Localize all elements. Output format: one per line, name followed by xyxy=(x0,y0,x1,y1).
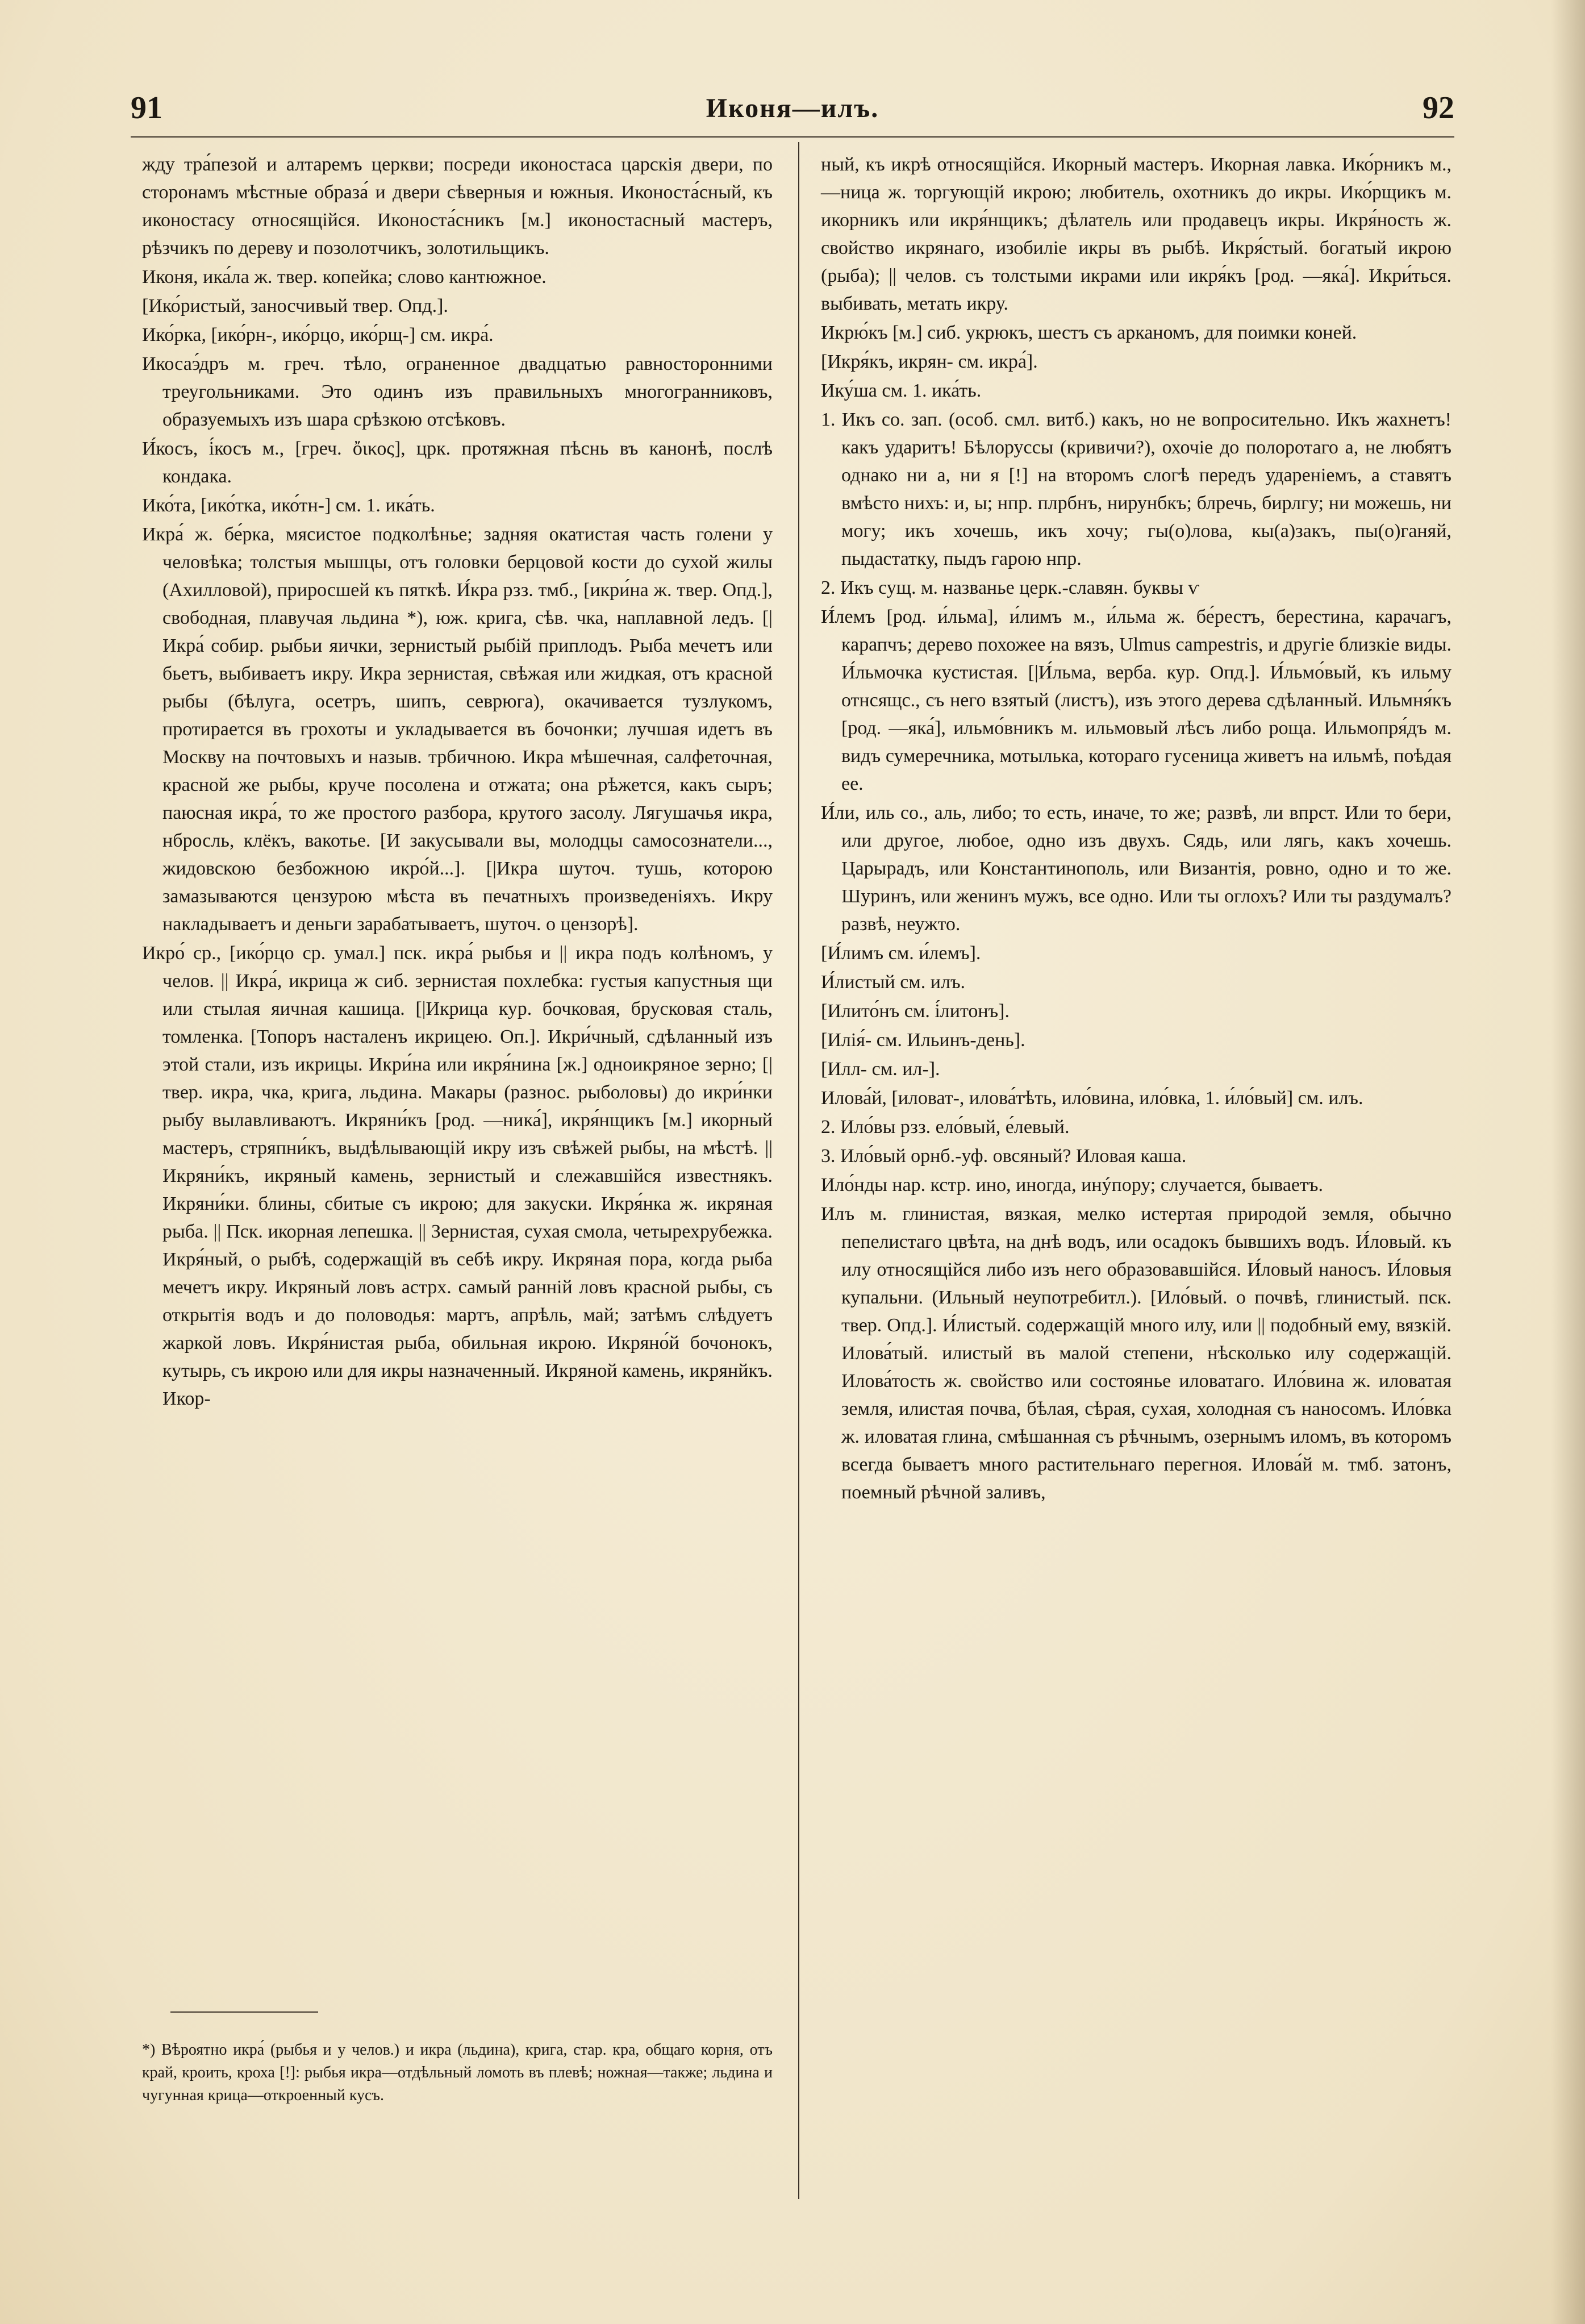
running-title: Иконя—илъ. xyxy=(706,93,879,123)
entry: [Ико́ристый, заносчивый твер. Опд.]. xyxy=(142,295,448,316)
entry: Иконя, ика́ла ж. твер. копейка; слово кантюжное. xyxy=(142,266,547,288)
entry: Икрю́къ [м.] сиб. укрюкъ, шестъ съ арканомъ, для поимки коней. xyxy=(821,322,1357,343)
entry: [Икря́къ, икрян- см. икра́]. xyxy=(821,351,1038,372)
header-rule xyxy=(131,136,1454,138)
entry: 1. Икъ со. зап. (особ. смл. витб.) какъ, но не вопросительно. Икъ жахнетъ! какъ ударитъ! Бѣлоруссы (кривичи?), охочіе до полоротаго а, не любятъ однако ни а, ни я [!] на второмъ слогѣ передъ удареніемъ, а ставятъ вмѣсто нихъ: и, ы; нпр. плрбнъ, нирунбкъ; блречь, бирлгу; ни можешь, ни могу; икъ хочешь, икъ хочу; гы(о)лова, кы(а)закъ, пы(о)ганяй, пыдастатку, пыдъ гарою нпр. xyxy=(821,409,1451,569)
footnote: *) Вѣроятно икра́ (рыбья и у челов.) и икра (льдина), крига, стар. кра, общаго корня, отъ край, кроить, кроха [!]: рыбья икра—отдѣльный ломоть въ плевѣ; ножная—также; льдина и чугунная крица—откроенный кусъ. xyxy=(142,2041,773,2104)
entry: Икро́ ср., [ико́рцо ср. умал.] пск. икра́ рыбья и || икра подъ колѣномъ, у челов. || Икра́, икрица ж сиб. зернистая похлебка: густыя капустныя щи или стылая яичная кашица. [|Икрица кур. бочковая, брусковая сталь, томленка. [Топоръ насталенъ икрицею. Оп.]. Икри́чный, сдѣланный изъ этой стали, изъ икрицы. Икри́на или икря́нина [ж.] одноикряное зерно; [|твер. икра, чка, крига, льдина. Макары (разнос. рыболовы) до икри́нки рыбу вылавливаютъ. Икряни́къ [род. —ника́], икря́нщикъ [м.] икорный мастеръ, стряпни́къ, выдѣлывающій икру изъ свѣжей рыбы, на мѣстѣ. || Икряни́къ, икряный камень, зернистый и слежавшійся известнякъ. Икряни́ки. блины, сбитые съ икрою; для закуски. Икря́нка ж. икряная рыба. || Пск. икорная лепешка. || Зернистая, сухая смола, четырехрубежка. Икря́ный, о рыбѣ, содержащій въ себѣ икру. Икряная пора, когда рыба мечетъ икру. Икряный ловъ астрх. самый раннiй ловъ красной рыбы, съ открытія водъ и до половодья: мартъ, апрѣль, май; затѣмъ слѣдуетъ жаркой ловъ. Икря́нистая рыба, обильная икрою. Икряно́й бочонокъ, кутырь, съ икрою или для икры назначенный. Икряной камень, икрянйкъ. Икор- xyxy=(142,943,773,1409)
entry: Ику́ша см. 1. ика́ть. xyxy=(821,380,982,401)
entry: Икра́ ж. бе́рка, мясистое подколѣнье; задняя окатистая часть голени у человѣка; толстыя мышцы, отъ головки берцовой кости до сухой жилы (Ахилловой), приросшей къ пяткѣ. И́кра рзз. тмб., [икри́на ж. твер. Опд.], свободная, плавучая льдина *), юж. крига, сѣв. чка, наплавной ледъ. [|Икра́ собир. рыбьи яички, зернистый рыбій приплодъ. Рыба мечетъ или бьетъ, выбиваетъ икру. Икра зернистая, свѣжая или жидкая, отъ красной рыбы (бѣлуга, осетръ, шипъ, севрюга), окачивается тузлукомъ, протирается въ грохоты и укладывается въ бочонки; лучшая идетъ въ Москву на почтовыхъ и назыв. трбичною. Икра мѣшечная, салфеточная, красной же рыбы, круче посолена и отжата; она рѣжется, какъ сыръ; паюсная икра́, то же простого разбора, крутого засолу. Лягушачья икра, нбросль, клёкъ, вакотье. [И закусывали вы, молодцы самосознатели..., жидовскою безбожною икро́й...]. [|Икра шуточ. тушь, которою замазываются цензурою мѣста въ печатныхъ произведеніяхъ. Икру накладываетъ и деньги зарабатываетъ, шуточ. о цензорѣ]. xyxy=(142,524,773,935)
entry: И́ли, иль со., аль, либо; то есть, иначе, то же; развѣ, ли впрст. Или то бери, или другое, любое, одно изъ двухъ. Сядь, или лягь, какъ хочешь. Царырадъ, или Константинополь, или Византія, ровно, одно и то же. Шуринъ, или женинъ мужъ, все одно. Или ты оглохъ? Или ты раздумалъ? развѣ, неужто. xyxy=(821,802,1451,935)
entry: И́косъ, і́косъ м., [греч. ὄικος], црк. протяжная пѣснь въ канонѣ, послѣ кондака. xyxy=(142,438,773,487)
entry: Илъ м. глинистая, вязкая, мелко истертая природой земля, обычно пепелистаго цвѣта, на днѣ водъ, или осадокъ бывшихъ водъ. И́ловый. къ илу относящійся либо изъ него образовавшійся. И́ловый наносъ. И́ловыя купальни. (Ильный неупотребитл.). [Ило́вый. о почвѣ, глинистый. пск. твер. Опд.]. И́листый. содержащій много илу, или || подобный ему, вязкій. Илова́тый. илистый въ малой степени, нѣсколько илу содержащій. Илова́тость ж. свойство или состоянье иловатаго. Ило́вина ж. иловатая земля, илистая почва, бѣлая, сѣрая, сухая, холодная съ наносомъ. Ило́вка ж. иловатая глина, смѣшанная съ рѣчнымъ, озернымъ иломъ, въ которомъ всегда бываетъ много растительнаго перегноя. Илова́й м. тмб. затонъ, поемный рѣчной заливъ, xyxy=(821,1203,1451,1503)
page-header xyxy=(131,85,1454,131)
right-column xyxy=(821,151,1451,2219)
entry: Икосаэ́дръ м. греч. тѣло, ограненное двадцатью равносторонними треугольниками. Это одинъ изъ правильныхъ многогранниковъ, образуемыхъ изъ шара срѣзкою отсѣковъ. xyxy=(142,353,773,430)
left-page-number: 91 xyxy=(131,90,162,126)
entry: Ико́рка, [ико́рн-, ико́рцо, ико́рщ-] см. икра́. xyxy=(142,324,494,345)
footnote-rule xyxy=(170,2011,318,2013)
entry: ный, къ икрѣ относящійся. Икорный мастеръ. Икорная лавка. Ико́рникъ м., —ница ж. торгующій икрою; любитель, охотникъ до икры. Ико́рщикъ м. икорникъ или икря́нщикъ; дѣлатель или продавецъ икры. Икря́ность ж. свойство икрянаго, изобиліе икры въ рыбѣ. Икря́стый. богатый икрою (рыба); || челов. съ толстыми икрами или икря́къ [род. —яка́]. Икри́ться. выбивать, метать икру. xyxy=(821,154,1451,314)
left-column xyxy=(142,151,773,1980)
entry: Илова́й, [иловат-, илова́тѣть, ило́вина, ило́вка, 1. и́ло́вый] см. илъ. xyxy=(821,1088,1363,1109)
entry: И́листый см. илъ. xyxy=(821,972,966,993)
entry: 2. Икъ сущ. м. названье церк.-славян. буквы ѵ xyxy=(821,577,1200,598)
entry: жду тра́пезой и алтаремъ церкви; посреди иконостаса царскія двери, по сторонамъ мѣстные образа́ и двери сѣверныя и южныя. Иконоста́сный, къ иконостасу относящійся. Иконоста́сникъ [м.] иконостасный мастеръ, рѣзчикъ по дереву и позолотчикъ, золотильщикъ. xyxy=(142,154,773,259)
entry: [Илл- см. ил-]. xyxy=(821,1059,940,1080)
entry: 3. Ило́вый орнб.-уф. овсяный? Иловая каша. xyxy=(821,1146,1187,1167)
entry: [Илито́нъ см. і́литонъ]. xyxy=(821,1001,1010,1022)
entry: Ило́нды нар. кстр. ино, иногда, инýпору; случается, бываетъ. xyxy=(821,1175,1323,1196)
book-spine-shadow xyxy=(1551,0,1585,2324)
entry: [И́лимъ см. и́лемъ]. xyxy=(821,943,981,964)
entry: И́лемъ [род. и́льма], и́лимъ м., и́льма ж. бе́рестъ, берестина, карачагъ, карапчъ; дерево похожее на вязъ, Ulmus campestris, и другіе близкіе виды. И́льмочка кустистая. [|И́льма, верба. кур. Опд.]. И́льмо́вый, къ ильму отнсящс., съ него взятый (листъ), изъ этого дерева сдѣланный. Ильмня́къ [род. —яка́], ильмо́вникъ м. ильмовый лѣсъ либо роща. Ильмопря́дъ м. видъ сумеречника, мотылька, котораго гусеница живетъ на ильмѣ, поѣдая ее. xyxy=(821,606,1451,794)
column-divider xyxy=(798,142,799,2199)
entry: [Илія́- см. Ильинъ-день]. xyxy=(821,1030,1025,1051)
entry: Ико́та, [ико́тка, ико́тн-] см. 1. ика́ть. xyxy=(142,495,435,516)
entry: 2. Ило́вы рзз. ело́вый, е́левый. xyxy=(821,1117,1070,1138)
right-page-number: 92 xyxy=(1423,90,1454,126)
